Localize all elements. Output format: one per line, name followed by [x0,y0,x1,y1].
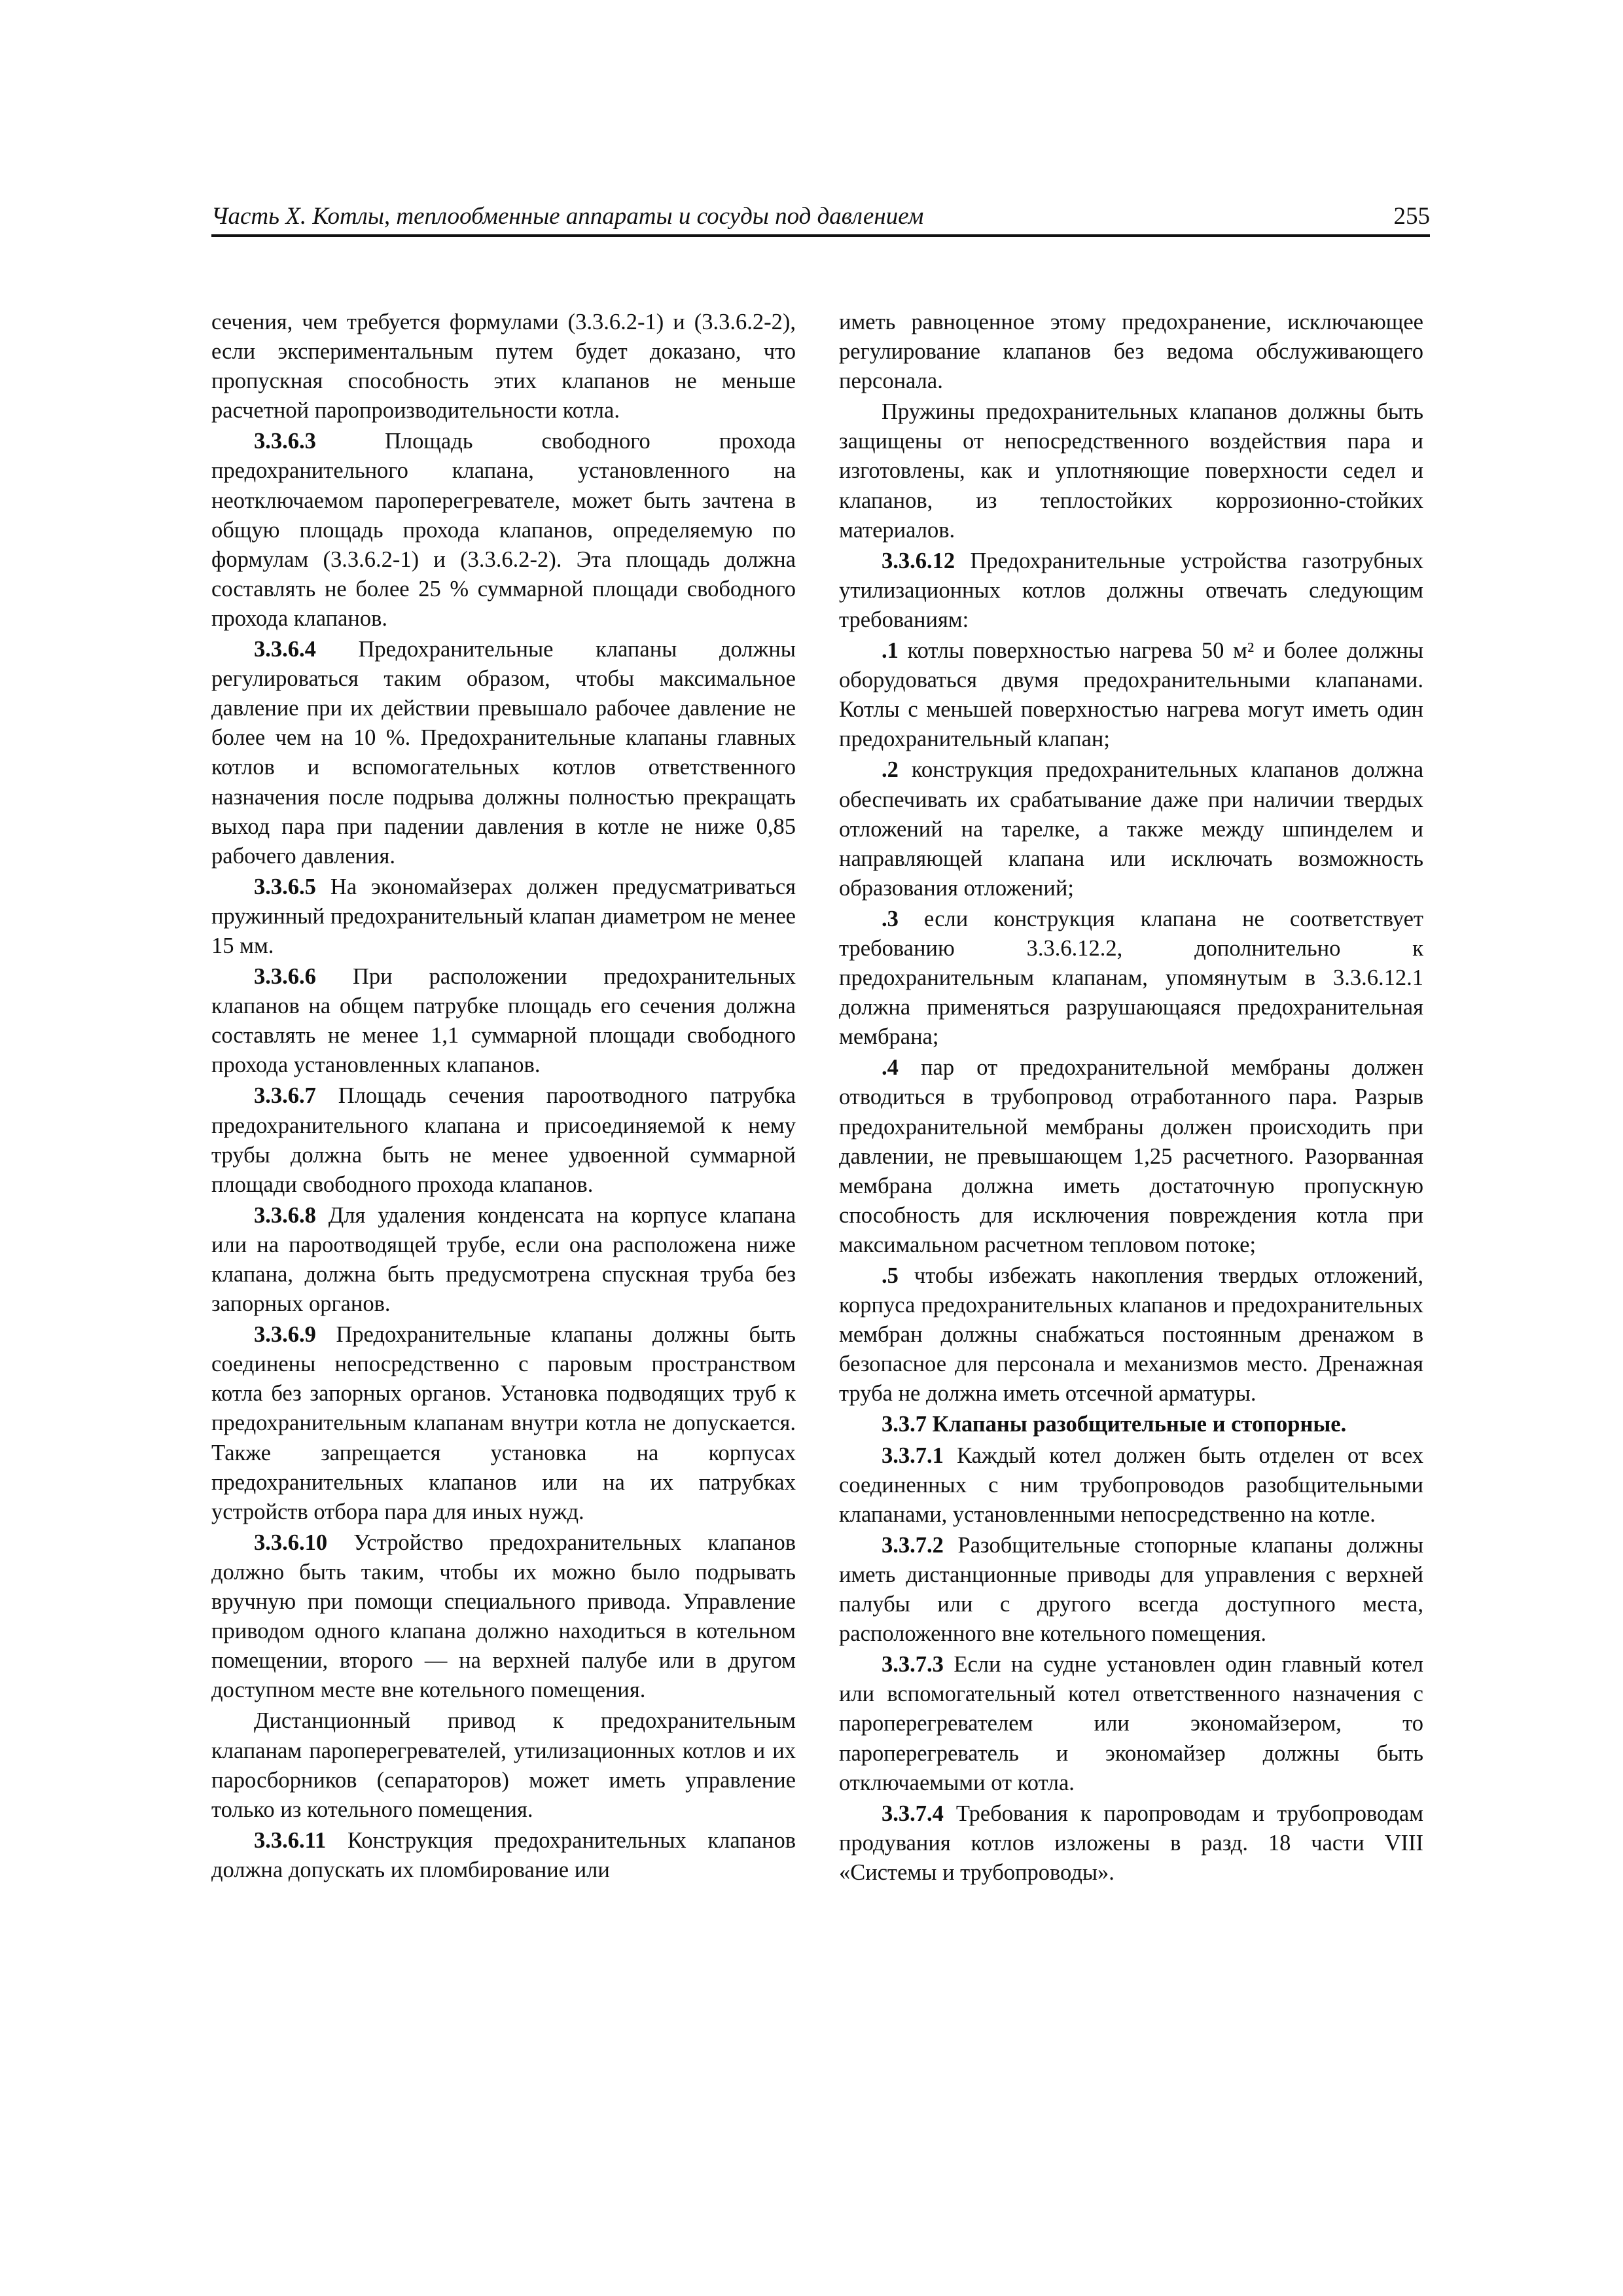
list-item: .1 котлы поверхностью нагрева 50 м² и более должны оборудоваться двумя предохранительными клапанами. Котлы с меньшей поверхностью нагрева могут иметь один предохранительный клапан; [839,638,1423,752]
paragraph: 3.3.6.6 При расположении предохранительных клапанов на общем патрубке площадь его сечения должна составлять не менее 1,1 суммарной площади свободного прохода установленных клапанов. [211,964,796,1078]
right-column [839,308,1423,1889]
page-number: 255 [1393,203,1430,230]
paragraph: 3.3.6.11 Конструкция предохранительных клапанов должна допускать их пломбирование или [211,1827,796,1882]
paragraph: 3.3.6.10 Устройство предохранительных клапанов должно быть таким, чтобы их можно было подрывать вручную при помощи специального привода. Управление приводом одного клапана должно находиться в котельном помещении, второго — на верхней палубе или в другом доступном месте вне котельного помещения. [211,1530,796,1703]
list-item: .3 если конструкция клапана не соответствует требованию 3.3.6.12.2, дополнительно к предохранительным клапанам, упомянутым в 3.3.6.12.1 должна применяться разрушающаяся предохранительная мембрана; [839,906,1424,1050]
paragraph: Дистанционный привод к предохранительным клапанам пароперегревателей, утилизационных котлов и их паросборников (сепараторов) может иметь управление только из котельного помещения. [211,1708,796,1822]
paragraph: 3.3.6.8 Для удаления конденсата на корпусе клапана или на пароотводящей трубе, если она расположена ниже клапана, должна быть предусмотрена спускная труба без запорных органов. [211,1202,796,1317]
paragraph: сечения, чем требуется формулами (3.3.6.2-1) и (3.3.6.2-2), если экспериментальным путем будет доказано, что пропускная способность этих клапанов не меньше расчетной паропроизводительности котла. [211,310,796,423]
paragraph: 3.3.7.3 Если на судне установлен один главный котел или вспомогательный котел ответственного назначения с пароперегревателем или экономайзером, то пароперегреватель и экономайзер должны быть отключаемыми от котла. [839,1652,1424,1795]
list-item: .2 конструкция предохранительных клапанов должна обеспечивать их срабатывание даже при наличии твердых отложений на тарелке, а также между шпинделем и направляющей клапана или исключать возможность образования отложений; [839,757,1424,901]
clause-number: 3.3.6.11 [254,1827,327,1853]
clause-number: 3.3.7.3 [882,1652,944,1677]
left-column [211,308,796,1886]
item-number: .4 [882,1055,899,1081]
list-item: .4 пар от предохранительной мембраны должен отводиться в трубопровод отработанного пара. Разрыв предохранительной мембраны должен происходить при давлении, не превышающем 1,25 расчетного. Разорванная мембрана должна иметь достаточную пропускную способность для исключения повреждения котла при максимальном расчетном тепловом потоке; [839,1055,1424,1257]
item-number: .3 [882,906,899,931]
clause-number: 3.3.7.1 [882,1443,944,1468]
clause-number: 3.3.6.7 [254,1083,316,1109]
paragraph: 3.3.7.4 Требования к паропроводам и трубопроводам продувания котлов изложены в разд. 18 части VIII «Системы и трубопроводы». [839,1801,1424,1885]
header-title: Часть X. Котлы, теплообменные аппараты и сосуды под давлением [211,203,924,230]
clause-number: 3.3.6.6 [254,964,316,990]
section-number: 3.3.7 [882,1412,927,1437]
paragraph: 3.3.6.3 Площадь свободного прохода предохранительного клапана, установленного на неотключаемом пароперегревателе, может быть зачтена в общую площадь прохода клапанов, определяемую по формулам (3.3.6.2-1) и (3.3.6.2-2). Эта площадь должна составлять не более 25 % суммарной площади свободного прохода клапанов. [211,429,796,631]
paragraph: Пружины предохранительных клапанов должны быть защищены от непосредственного воздействия пара и изготовлены, как и уплотняющие поверхности седел и клапанов, из теплостойких коррозионно-стойких материалов. [839,399,1423,543]
clause-number: 3.3.6.5 [254,874,316,899]
clause-number: 3.3.6.3 [254,429,316,454]
clause-number: 3.3.6.4 [254,637,316,662]
clause-number: 3.3.6.10 [254,1530,328,1555]
paragraph: 3.3.6.4 Предохранительные клапаны должны регулироваться таким образом, чтобы максимальное давление при их действии превышало рабочее давление не более чем на 10 %. Предохранительные клапаны главных котлов и вспомогательных котлов ответственного назначения после подрыва должны полностью прекращать выход пара при падении давления в котле не ниже 0,85 рабочего давления. [211,637,796,869]
paragraph: иметь равноценное этому предохранение, исключающее регулирование клапанов без ведома обслуживающего персонала. [839,310,1423,394]
item-number: .5 [882,1263,899,1288]
list-item: .5 чтобы избежать накопления твердых отложений, корпуса предохранительных клапанов и предохранительных мембран должны снабжаться постоянным дренажом в безопасное для персонала и механизмов место. Дренажная труба не должна иметь отсечной арматуры. [839,1263,1424,1407]
section-heading: 3.3.7 Клапаны разобщительные и стопорные. [882,1412,1347,1437]
paragraph: 3.3.6.7 Площадь сечения пароотводного патрубка предохранительного клапана и присоединяемой к нему трубы должна быть не менее удвоенной суммарной площади свободного прохода клапанов. [211,1083,796,1197]
clause-number: 3.3.6.12 [882,548,955,573]
paragraph: 3.3.6.9 Предохранительные клапаны должны быть соединены непосредственно с паровым пространством котла без запорных органов. Установка подводящих труб к предохранительным клапанам внутри котла не допускается. Также запрещается установка на корпусах предохранительных клапанов или на их патрубках устройств отбора пара для иных нужд. [211,1322,796,1524]
clause-number: 3.3.6.8 [254,1202,316,1228]
clause-number: 3.3.6.9 [254,1322,316,1348]
item-number: .1 [882,638,899,664]
running-header [211,202,1430,237]
paragraph: 3.3.7.1 Каждый котел должен быть отделен от всех соединенных с ним трубопроводов разобщительными клапанами, установленными непосредственно на котле. [839,1443,1424,1527]
clause-number: 3.3.7.2 [882,1532,944,1558]
paragraph: 3.3.6.5 На экономайзерах должен предусматриваться пружинный предохранительный клапан диаметром не менее 15 мм. [211,874,796,958]
paragraph: 3.3.6.12 Предохранительные устройства газотрубных утилизационных котлов должны отвечать следующим требованиям: [839,548,1424,632]
item-number: .2 [882,757,899,783]
paragraph: 3.3.7.2 Разобщительные стопорные клапаны должны иметь дистанционные приводы для управления с верхней палубы или с другого всегда доступного места, расположенного вне котельного помещения. [839,1532,1423,1647]
clause-number: 3.3.7.4 [882,1801,944,1826]
